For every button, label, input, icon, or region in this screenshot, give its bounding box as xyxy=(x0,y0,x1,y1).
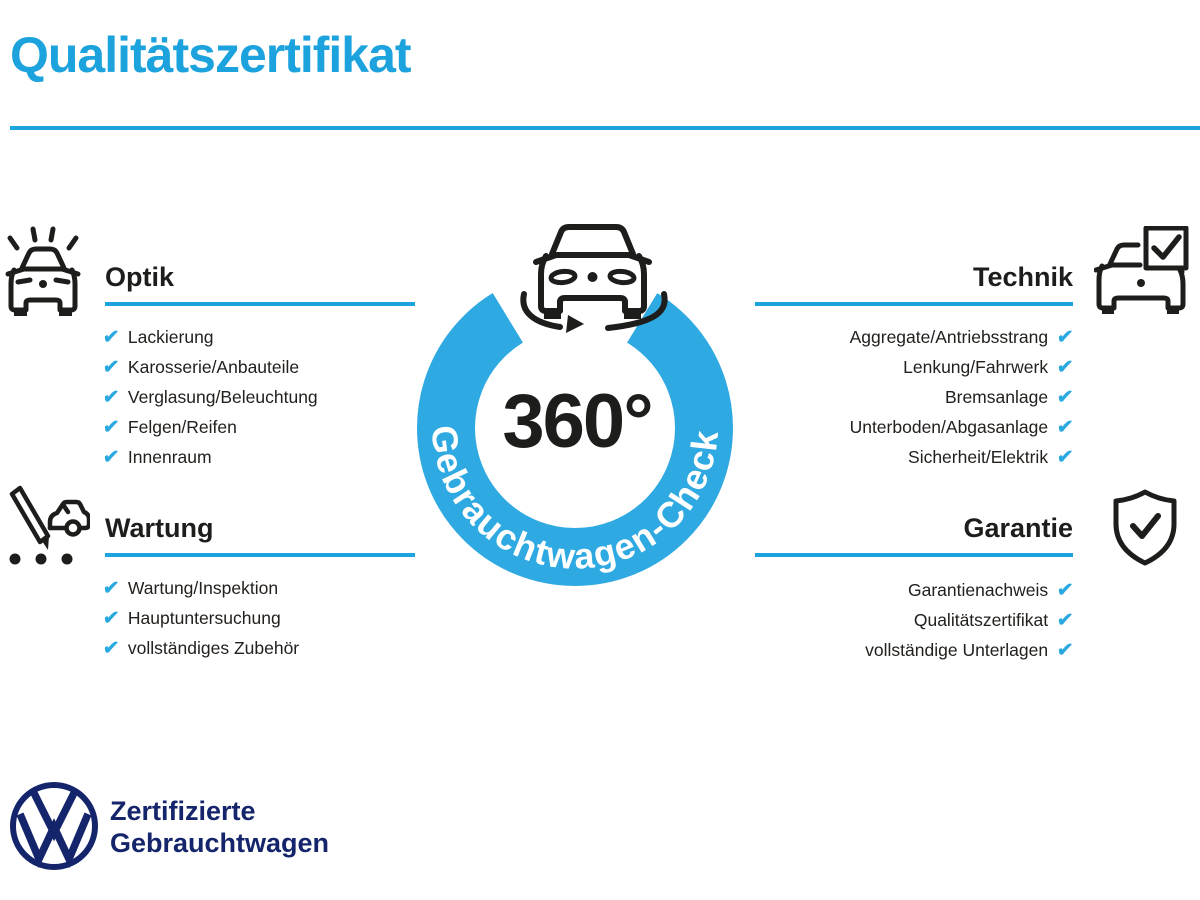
garantie-item-list xyxy=(733,575,1073,665)
certified-used-cars-label: Zertifizierte Gebrauchtwagen xyxy=(110,796,330,858)
list-item: ✔ Wartung/Inspektion xyxy=(101,577,279,599)
check-icon: ✔ xyxy=(101,577,121,599)
technik-item-list xyxy=(733,322,1073,472)
title-divider xyxy=(10,126,1200,130)
check-icon: ✔ xyxy=(101,446,121,468)
check-icon: ✔ xyxy=(1055,609,1075,631)
list-item: ✔ Verglasung/Beleuchtung xyxy=(101,386,318,408)
list-item: Garantienachweis ✔ xyxy=(908,579,1075,601)
technik-underline xyxy=(755,302,1073,306)
check-icon: ✔ xyxy=(101,326,121,348)
car-checkbox-icon xyxy=(1094,226,1192,318)
check-icon: ✔ xyxy=(101,416,121,438)
check-icon: ✔ xyxy=(101,356,121,378)
list-item: Lenkung/Fahrwerk ✔ xyxy=(903,356,1075,378)
check-icon: ✔ xyxy=(1055,446,1075,468)
section-title-optik: Optik xyxy=(105,262,175,292)
ring-label: Gebrauchtwagen-Check xyxy=(423,423,727,578)
section-title-garantie: Garantie xyxy=(963,513,1073,543)
list-item: ✔ Karosserie/Anbauteile xyxy=(101,356,300,378)
list-item: ✔ Hauptuntersuchung xyxy=(101,607,281,629)
check-icon: ✔ xyxy=(1055,326,1075,348)
list-item: Aggregate/Antriebsstrang ✔ xyxy=(849,326,1075,348)
list-item: ✔ Lackierung xyxy=(101,326,214,348)
section-title-wartung: Wartung xyxy=(105,513,214,543)
check-icon: ✔ xyxy=(1055,639,1075,661)
wartung-item-list xyxy=(103,573,415,663)
check-icon: ✔ xyxy=(1055,386,1075,408)
car-shine-icon xyxy=(0,224,86,318)
list-item: Qualitätszertifikat ✔ xyxy=(913,609,1075,631)
check-icon: ✔ xyxy=(1055,356,1075,378)
list-item: ✔ vollständiges Zubehör xyxy=(101,637,300,659)
section-title-technik: Technik xyxy=(972,262,1073,292)
degree-label: 360° xyxy=(502,379,652,464)
check-icon: ✔ xyxy=(101,637,121,659)
check-icon: ✔ xyxy=(1055,579,1075,601)
check-icon: ✔ xyxy=(1055,416,1075,438)
shield-check-icon xyxy=(1106,488,1184,568)
check-icon: ✔ xyxy=(101,386,121,408)
garantie-underline xyxy=(755,553,1073,557)
car-front-rotate-icon xyxy=(512,220,677,342)
vw-logo xyxy=(8,780,100,872)
optik-item-list xyxy=(103,322,415,472)
list-item: Bremsanlage ✔ xyxy=(944,386,1075,408)
optik-underline xyxy=(105,302,415,306)
check-icon: ✔ xyxy=(101,607,121,629)
list-item: ✔ Innenraum xyxy=(101,446,212,468)
pencil-car-checklist-icon xyxy=(2,484,90,568)
list-item: ✔ Felgen/Reifen xyxy=(101,416,237,438)
wartung-underline xyxy=(105,553,415,557)
page-title: Qualitätszertifikat xyxy=(10,27,411,83)
list-item: vollständige Unterlagen ✔ xyxy=(865,639,1075,661)
list-item: Sicherheit/Elektrik ✔ xyxy=(908,446,1075,468)
list-item: Unterboden/Abgasanlage ✔ xyxy=(849,416,1075,438)
